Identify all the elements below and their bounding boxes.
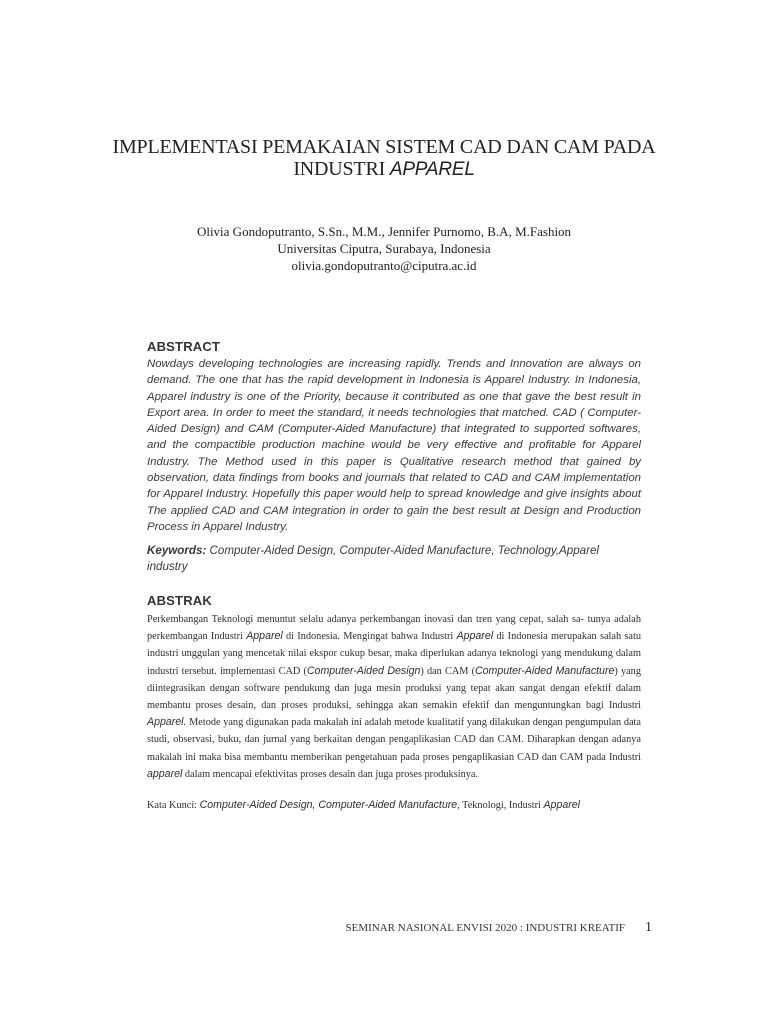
abstrak-text: di Indonesia merupakan salah satu industri unggulan yang mencetak nilai ekspor cukup besar, maka diperlukan adanya teknologi yang mendukung dalam industri tersebut. implementasi CAD ( — [147, 631, 642, 677]
author-email: olivia.gondoputranto@ciputra.ac.id — [291, 258, 477, 273]
kata-kunci-text: , Teknologi, Industri — [457, 800, 544, 811]
abstrak-italic: Computer-Aided Manufacture — [475, 664, 615, 677]
title-line-1: IMPLEMENTASI PEMAKAIAN SISTEM CAD DAN CAM PADA — [112, 136, 656, 158]
abstrak-italic: Apparel. — [147, 716, 187, 729]
kata-kunci-italic: Computer-Aided Design, Computer-Aided Manufacture — [199, 799, 458, 811]
abstrak-text: ) yang diintegrasikan dengan software pendukung dan juga mesin produksi yang tepat akan sangat dengan efektif dalam membantu proses desain, dan proses produksi, sehingga akan semakin efektif dan menguntungkan bagi Industri — [147, 665, 641, 712]
keywords-label: Keywords: — [147, 544, 207, 557]
abstrak-italic: apparel — [147, 767, 183, 780]
kata-kunci-line — [147, 797, 641, 814]
keywords-line — [147, 543, 641, 575]
abstract-body: Nowdays developing technologies are increasing rapidly. Trends and Innovation are always on demand. The one that has the rapid development in Indonesia is Apparel Industry. In Indonesia, Apparel industry is one of the Priority, because it contributed as one that gave the best result in Export area. In order to meet the standard, it needs technologies that matched. CAD ( Computer-Aided Design) and CAM (Computer-Aided Manufacture) that integrated to supported softwares, and the compactible production machine would be very effective and profitable for Apparel Industry. The Method used in this paper is Qualitative research method that gained by observation, data findings from books and journals that related to CAD and CAM implementation for Apparel Industry. Hopefully this paper would help to spread knowledge and give insights about The applied CAD and CAM integration in order to gain the best result at Design and Production Process in Apparel Industry. — [147, 358, 641, 533]
page-number: 1 — [645, 920, 652, 935]
abstrak-text: di Indonesia. Mengingat bahwa Industri — [282, 631, 457, 643]
abstrak-text: ) dan CAM ( — [420, 665, 476, 677]
author-names: Olivia Gondoputranto, S.Sn., M.M., Jennifer Purnomo, B.A, M.Fashion — [196, 224, 572, 239]
title-prefix: INDUSTRI — [293, 158, 390, 180]
kata-kunci-label: Kata Kunci: — [147, 800, 200, 811]
abstract-heading: ABSTRACT — [147, 339, 221, 354]
abstrak-italic: Apparel — [246, 630, 283, 643]
abstrak-heading: ABSTRAK — [147, 593, 212, 608]
keywords-text: Computer-Aided Design, Computer-Aided Manufacture, Technology,Apparel industry — [147, 544, 599, 573]
kata-kunci-italic: Apparel — [543, 799, 580, 811]
author-block — [60, 223, 708, 274]
title-line-2 — [60, 158, 708, 181]
affiliation: Universitas Ciputra, Surabaya, Indonesia — [277, 241, 491, 256]
abstrak-text: Perkembangan Teknologi menuntut selalu adanya perkembangan inovasi dan tren yang cepat, salah sa- tunya adalah perkembangan Industri — [147, 614, 641, 643]
abstrak-italic: Computer-Aided Design — [306, 664, 421, 677]
title-italic: APPAREL — [389, 159, 475, 180]
paper-title — [60, 136, 708, 181]
abstrak-text: dalam mencapai efektivitas proses desain dan juga proses produksinya. — [182, 768, 479, 780]
abstrak-body — [147, 611, 641, 783]
abstrak-italic: Apparel — [456, 630, 494, 643]
abstrak-text: Metode yang digunakan pada makalah ini adalah metode kualitatif yang dilakukan dengan pengumpulan data studi, observasi, buku, dan jurnal yang berkaitan dengan pengaplikasian CAD dan CAM. Diharapkan dengan adanya makalah ini maka bisa membantu memberikan pengetahuan pada proses pengaplikasian CAD dan CAM pada Industri — [147, 717, 641, 763]
footer-seminar: SEMINAR NASIONAL ENVISI 2020 : INDUSTRI KREATIF — [345, 922, 625, 934]
